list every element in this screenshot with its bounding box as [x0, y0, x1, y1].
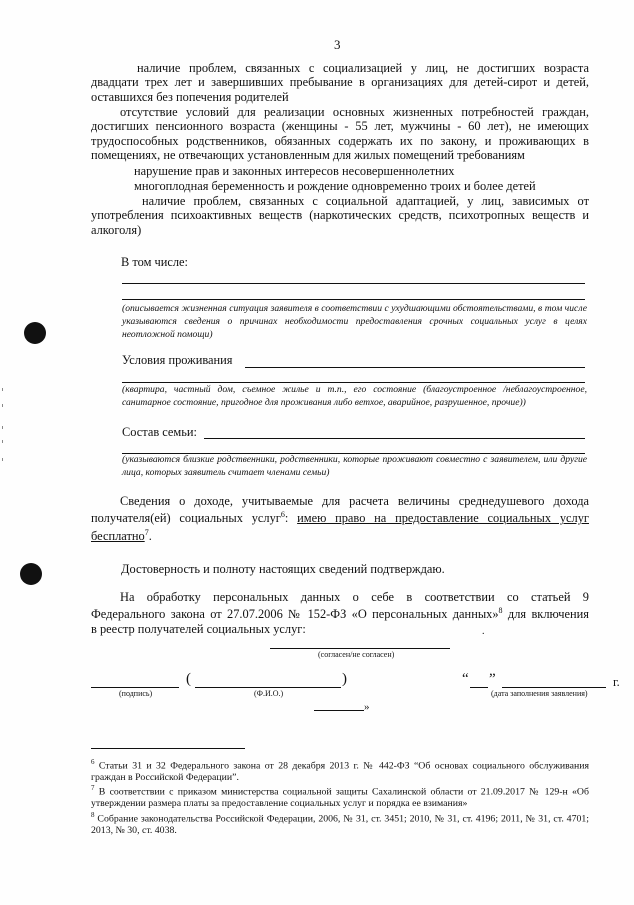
including-hint: (описывается жизненная ситуация заявителя в соответствии с ухудшающими обстоятельствами, в том числе указываются сведения о причинах необходимости предоставления срочных социальных услуг в целях неотложной помощи): [122, 303, 587, 340]
consent-line-2: [91, 604, 589, 621]
consent-line-1: На обработку персональных данных о себе в соответствии со статьей 9: [120, 590, 589, 604]
footnote-text: В соответствии с приказом министерства социальной защиты Сахалинской области от 21.09.2017 № 129-н «Об утверждении размера платы за предоставление социальных услуг и порядка ее взимания»: [91, 786, 589, 810]
guillemet-close: »: [364, 701, 370, 713]
list-item-4: многоплодная беременность и рождение одновременно троих и более детей: [134, 179, 536, 193]
footnote-6: [91, 757, 589, 783]
scan-mark: [2, 404, 3, 407]
footnote-ref-7: 7: [144, 527, 149, 537]
footnote-separator: [91, 748, 245, 749]
footnote-number: 6: [91, 758, 95, 766]
footnote-number: 8: [91, 810, 95, 819]
date-quote-open: “: [462, 671, 469, 687]
income-line-2: получателя(ей) социальных услуг$^6$: имею право на предоставление социальных услуг: [91, 510, 589, 526]
binder-hole-top: [24, 322, 46, 344]
year-suffix: г.: [613, 675, 620, 689]
fio-field-line[interactable]: [195, 687, 341, 688]
fio-paren-open: (: [186, 671, 191, 687]
scan-mark: [2, 388, 3, 391]
list-item-5: [91, 194, 589, 237]
scan-mark: [2, 458, 3, 461]
list-item-text: наличие проблем, связанных с социализацией у лиц, не достигших возраста двадцати трех лет и завершивших пребывание в организациях для детей-сирот и детей, оставшихся без попечения родителей: [91, 61, 589, 104]
including-field-line-2[interactable]: [122, 299, 585, 300]
footnote-ref-8: 8: [498, 606, 503, 616]
list-item-text: отсутствие условий для реализации основных жизненных потребностей граждан, достигших пенсионного возраста (женщины - 55 лет, мужчины - 60 лет), не имеющих трудоспособных родственников, обязанных содержать их по закону, и проживающих в помещениях, не отвечающих установленным для жилых помещений требованиям: [91, 105, 589, 162]
binder-hole-bottom: [20, 563, 42, 585]
extra-field-line[interactable]: [314, 710, 364, 711]
page-number: 3: [334, 37, 341, 52]
footnote-text: Собрание законодательства Российской Федерации, 2006, № 31, ст. 3451; 2010, № 31, ст. 4196; 2011, № 31, ст. 4701; 2013, № 30, ст. 4038.: [91, 813, 589, 836]
date-quote-close: ”: [489, 671, 496, 687]
consent-law: Федерального закона от 27.07.2006 № 152-ФЗ «О персональных данных»: [91, 607, 499, 622]
list-item-3: нарушение прав и законных интересов несовершеннолетних: [134, 164, 455, 178]
consent-paragraph: [91, 590, 589, 636]
scan-mark: [2, 440, 3, 443]
income-underlined: имею право на предоставление социальных услуг: [297, 511, 589, 526]
living-hint: (квартира, частный дом, съемное жилье и т.п., его состояние (благоустроенное /неблагоустроенное, санитарное состояние, пригодное для проживания либо ветхое, аварийное, разрушенное, прочие)): [122, 384, 587, 408]
income-line-1: Сведения о доходе, учитываемые для расчета величины среднедушевого дохода: [120, 494, 589, 508]
scan-mark: [2, 426, 3, 429]
income-underlined-free: бесплатно: [91, 528, 145, 543]
date-caption: (дата заполнения заявления): [491, 689, 588, 698]
fio-caption: (Ф.И.О.): [254, 689, 284, 698]
living-label: Условия проживания: [122, 353, 233, 367]
consent-tail: для включения: [502, 607, 589, 622]
date-day-line[interactable]: [470, 687, 488, 688]
list-item-2: [91, 105, 589, 162]
footnote-text: Статьи 31 и 32 Федерального закона от 28 декабря 2013 г. № 442-ФЗ “Об основах социального обслуживания граждан в Российской Федерации”.: [91, 760, 590, 783]
list-item-text: наличие проблем, связанных с социальной адаптацией, у лиц, зависимых от употребления психоактивных веществ (наркотических средств, психотропных веществ и алкоголя): [91, 194, 589, 237]
signature-caption: (подпись): [119, 689, 153, 698]
footnote-number: 7: [91, 784, 95, 793]
footnotes: [91, 757, 589, 836]
living-field-line-1[interactable]: [245, 367, 585, 368]
family-hint: (указываются близкие родственники, родственники, которые проживают совместно с заявителем, или другие лица, которых заявитель считает членами семьи): [122, 454, 587, 478]
income-paragraph: [91, 494, 589, 543]
signature-field-line[interactable]: [91, 687, 179, 688]
family-label: Состав семьи:: [122, 425, 197, 439]
footnote-ref-6: 6: [280, 510, 285, 520]
date-month-year-line[interactable]: [502, 687, 606, 688]
confirm-text: Достоверность и полноту настоящих сведений подтверждаю.: [121, 562, 445, 576]
footnote-8: [91, 810, 589, 836]
stray-dot: .: [482, 626, 485, 637]
footnote-7: [91, 783, 589, 809]
including-field-line-1[interactable]: [122, 283, 585, 284]
including-label: В том числе:: [121, 255, 188, 269]
family-field-line-1[interactable]: [204, 438, 585, 439]
consent-line-3: в реестр получателей социальных услуг:: [91, 621, 306, 636]
consent-field-line[interactable]: [270, 648, 450, 649]
income-line-3: бесплатно$^7$.: [91, 527, 152, 543]
list-item-1: [91, 61, 589, 104]
consent-caption: (согласен/не согласен): [318, 650, 395, 659]
fio-paren-close: ): [342, 671, 347, 687]
